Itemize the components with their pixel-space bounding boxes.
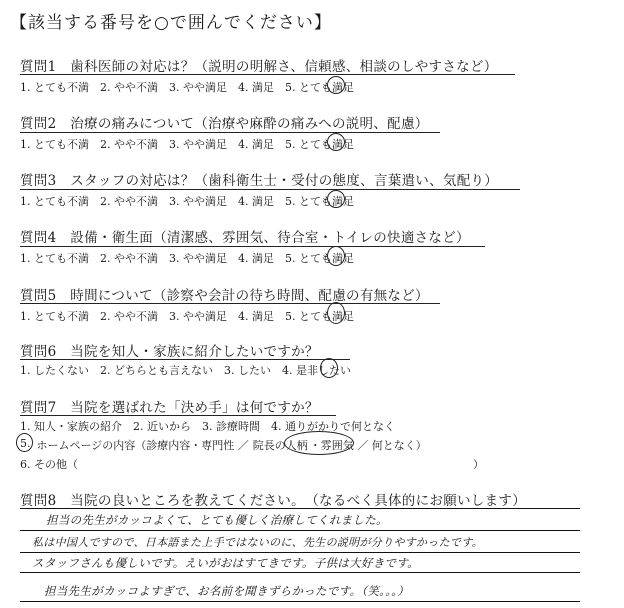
option-5[interactable]: 5. とても満足: [285, 81, 354, 94]
handwritten-answer-3: スタッフさんも優しいです。えいがおはすてきです。子供は大好きです。: [32, 556, 419, 570]
question-1-options: [20, 79, 365, 95]
answer-line: [20, 572, 580, 573]
question-4-options: [20, 250, 365, 266]
option-1[interactable]: 1. とても不満: [20, 252, 89, 265]
question-7-options-row3: [20, 456, 89, 472]
answer-circle: [327, 302, 345, 324]
option-5-rest: ・雰囲気 ／ 何となく）: [309, 439, 427, 452]
question-2-options: [20, 136, 365, 152]
answer-line: [20, 530, 580, 531]
option-3[interactable]: 3. やや満足: [169, 138, 227, 151]
question-3-underline: [20, 189, 520, 190]
option-1[interactable]: 1. とても不満: [20, 310, 89, 323]
question-7-text: 質問7 当院を選ばれた「決め手」は何ですか？: [20, 400, 319, 416]
option-5[interactable]: 5. とても満足: [285, 310, 354, 323]
option-3[interactable]: 3. やや満足: [169, 252, 227, 265]
option-2[interactable]: 2. やや不満: [100, 138, 158, 151]
answer-circle: [327, 76, 345, 94]
question-8-text: 質問8 当院の良いところを教えてください。 （なるべく具体的にお願いします）: [20, 493, 526, 509]
handwritten-answer-4: 担当先生がカッコよすぎで、お名前を聞きずらかったです。（笑。。。）: [44, 584, 410, 598]
question-6-options: [20, 362, 362, 378]
question-5-options: [20, 308, 365, 324]
option-1[interactable]: 1. したくない: [20, 364, 89, 377]
option-1[interactable]: 1. 知人・家族の紹介: [20, 420, 122, 433]
handwritten-answer-2: 私は中国人ですので、日本語また上手ではないのに、先生の説明が分りやすかったです。: [32, 536, 483, 549]
option-5[interactable]: 5.: [20, 437, 31, 450]
option-5-label: ホームページの内容（診療内容・専門性 ／: [36, 439, 249, 452]
option-4[interactable]: 4. 満足: [238, 310, 274, 323]
option-4[interactable]: 4. 是非したい: [282, 364, 351, 377]
option-4[interactable]: 4. 通りがかりで何となく: [271, 420, 395, 433]
option-3[interactable]: 3. 診療時間: [202, 420, 260, 433]
option-5[interactable]: 5. とても満足: [285, 252, 354, 265]
question-2-text: 質問2 治療の痛みについて（治療や麻酔の痛みへの説明、配慮）: [20, 116, 429, 132]
question-6-text: 質問6 当院を知人・家族に紹介したいですか？: [20, 344, 319, 360]
question-2-underline: [20, 132, 440, 133]
question-3-options: [20, 193, 365, 209]
question-5-underline: [20, 303, 440, 304]
option-2[interactable]: 2. やや不満: [100, 195, 158, 208]
answer-circle: [16, 433, 33, 452]
answer-line: [20, 508, 580, 509]
option-1[interactable]: 1. とても不満: [20, 195, 89, 208]
option-5[interactable]: 5. とても満足: [285, 195, 354, 208]
answer-circle: [327, 190, 345, 208]
answer-circle-choice: [284, 431, 354, 455]
question-5-text: 質問5 時間について（診察や会計の待ち時間、配慮の有無など）: [20, 288, 429, 304]
question-6-underline: [20, 359, 350, 360]
option-1[interactable]: 1. とても不満: [20, 138, 89, 151]
option-4[interactable]: 4. 満足: [238, 138, 274, 151]
option-5-circled-choice[interactable]: 院長の人柄: [252, 439, 308, 452]
survey-heading: 【該当する番号を○で囲んでください】: [10, 13, 332, 33]
option-2[interactable]: 2. やや不満: [100, 81, 158, 94]
answer-circle: [327, 133, 345, 151]
option-5[interactable]: 5. とても満足: [285, 138, 354, 151]
option-2[interactable]: 2. どちらとも言えない: [100, 364, 213, 377]
option-6-close-paren: ）: [473, 458, 484, 471]
question-1-text: 質問1 歯科医師の対応は？（説明の明解さ、信頼感、相談のしやすさなど）: [20, 59, 498, 75]
option-3[interactable]: 3. したい: [224, 364, 271, 377]
option-4[interactable]: 4. 満足: [238, 81, 274, 94]
question-1-underline: [20, 74, 515, 75]
answer-circle: [327, 246, 345, 266]
question-7-underline: [20, 415, 336, 416]
option-1[interactable]: 1. とても不満: [20, 81, 89, 94]
answer-circle: [320, 358, 338, 378]
option-6[interactable]: 6. その他（: [20, 458, 78, 471]
option-4[interactable]: 4. 満足: [238, 252, 274, 265]
question-4-text: 質問4 設備・衛生面（清潔感、雰囲気、待合室・トイレの快適さなど）: [20, 230, 470, 246]
option-4[interactable]: 4. 満足: [238, 195, 274, 208]
option-3[interactable]: 3. やや満足: [169, 310, 227, 323]
question-4-underline: [20, 246, 485, 247]
answer-line: [20, 552, 580, 553]
question-7-options-row2: [20, 437, 438, 453]
option-3[interactable]: 3. やや満足: [169, 81, 227, 94]
question-7-options-row1: [20, 418, 406, 434]
question-3-text: 質問3 スタッフの対応は？（歯科衛生士・受付の態度、言葉遣い、気配り）: [20, 173, 499, 189]
answer-line: [20, 601, 580, 602]
option-3[interactable]: 3. やや満足: [169, 195, 227, 208]
option-2[interactable]: 2. やや不満: [100, 310, 158, 323]
handwritten-answer-1: 担当の先生がカッコよくて、とても優しく治療してくれました。: [46, 513, 388, 527]
option-2[interactable]: 2. やや不満: [100, 252, 158, 265]
option-2[interactable]: 2. 近いから: [133, 420, 191, 433]
